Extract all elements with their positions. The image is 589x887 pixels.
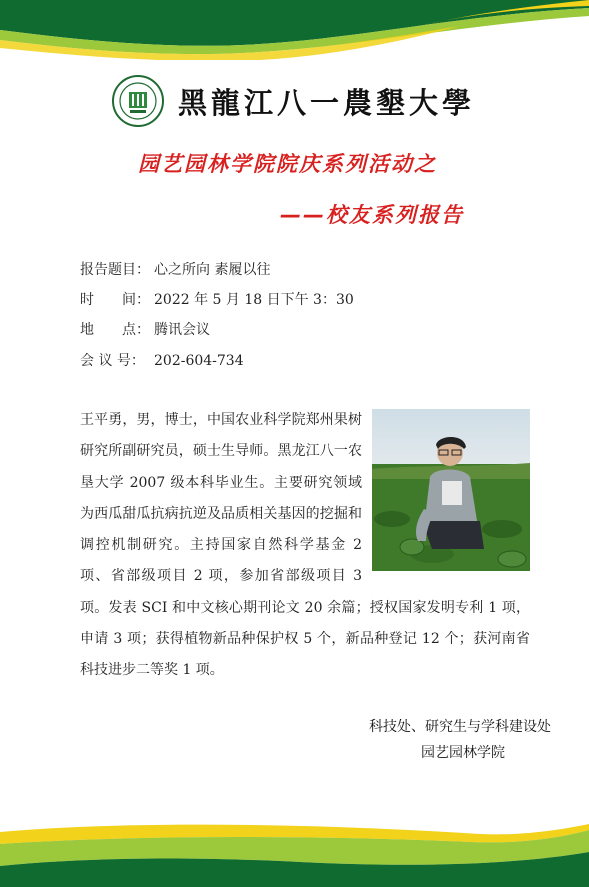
university-header xyxy=(112,72,475,130)
bottom-wave-decoration xyxy=(0,812,589,887)
event-title-line1: 园艺园林学院院庆系列活动之 xyxy=(138,152,437,176)
detail-label: 报告题目： xyxy=(80,262,150,278)
speaker-bio xyxy=(80,405,530,687)
detail-label: 地 点： xyxy=(80,322,150,338)
speaker-in-watermelon-field-image xyxy=(372,409,530,571)
detail-label: 时 间： xyxy=(80,292,150,308)
detail-value: 心之所向 素履以往 xyxy=(154,262,271,278)
detail-meeting-id xyxy=(80,350,244,370)
detail-time xyxy=(80,289,354,309)
organizer-line2: 园艺园林学院 xyxy=(421,745,505,761)
detail-value: 2022 年 5 月 18 日下午 3：30 xyxy=(154,292,354,308)
event-title-line2: ——校友系列报告 xyxy=(280,203,464,227)
detail-value: 腾讯会议 xyxy=(154,322,210,338)
top-wave-decoration xyxy=(0,0,589,60)
detail-label: 会 议 号： xyxy=(80,353,145,369)
detail-location xyxy=(80,319,210,339)
university-name: 黑龍江八一農墾大學 xyxy=(178,85,476,120)
university-seal-icon xyxy=(112,75,164,127)
detail-value: 202-604-734 xyxy=(154,353,244,369)
organizer-line1: 科技处、研究生与学科建设处 xyxy=(369,719,551,735)
speaker-bio-text: 王平勇，男，博士，中国农业科学院郑州果树研究所副研究员，硕士生导师。黑龙江八一农垦大学 2007 级本科毕业生。主要研究领域为西瓜甜瓜抗病抗逆及品质相关基因的挖掘和调控机制研究。主持国家自然科学基金 2 项、省部级项目 2 项，参加省部级项目 3 项。发表 SCI 和中文核心期刊论文 20 余篇；授权国家发明专利 1 项，申请 3 项；获得植物新品种保护权 5 个，新品种登记 12 个；获河南省科技进步二等奖 1 项。 xyxy=(80,412,530,679)
detail-topic xyxy=(80,259,270,279)
speaker-photo xyxy=(372,409,530,571)
